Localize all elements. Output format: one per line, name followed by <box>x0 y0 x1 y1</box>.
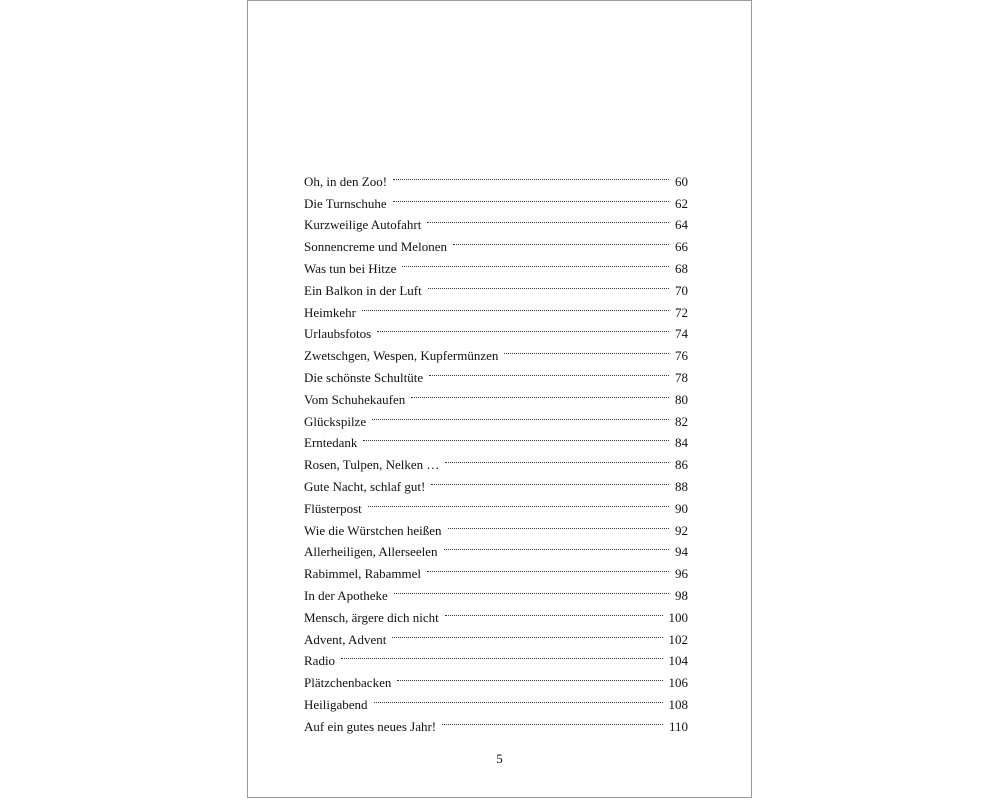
table-of-contents <box>304 164 688 734</box>
toc-dot-leader <box>427 360 671 382</box>
toc-entry-page: 90 <box>675 500 688 516</box>
toc-entry-page: 82 <box>675 413 688 429</box>
toc-dot-leader <box>392 578 671 600</box>
toc-entry-page: 64 <box>675 217 688 233</box>
toc-entry-page: 72 <box>675 304 688 320</box>
toc-entry-page: 68 <box>675 260 688 276</box>
toc-entry-page: 88 <box>675 478 688 494</box>
toc-entry-page: 70 <box>675 282 688 298</box>
toc-entry-title: Urlaubsfotos <box>304 326 372 342</box>
toc-dot-leader <box>440 709 665 731</box>
toc-entry-page: 110 <box>668 718 688 734</box>
toc-entry-page: 62 <box>675 195 688 211</box>
toc-entry-title: Kurzweilige Autofahrt <box>304 217 422 233</box>
toc-dot-leader <box>446 513 672 535</box>
toc-entry-page: 94 <box>675 544 688 560</box>
toc-dot-leader <box>425 556 671 578</box>
toc-dot-leader <box>442 535 671 557</box>
page-number: 5 <box>496 751 503 766</box>
document-page <box>247 0 752 798</box>
toc-dot-leader <box>390 622 664 644</box>
toc-entry-title: Flüsterpost <box>304 500 362 516</box>
toc-dot-leader <box>360 295 671 317</box>
toc-dot-leader <box>429 469 671 491</box>
toc-entry-title: Advent, Advent <box>304 631 387 647</box>
toc-dot-leader <box>370 404 671 426</box>
toc-entry-page: 60 <box>675 173 688 189</box>
toc-entry <box>304 317 688 342</box>
toc-entry-page: 86 <box>675 457 688 473</box>
toc-dot-leader <box>339 644 664 666</box>
toc-dot-leader <box>443 447 671 469</box>
toc-entry <box>304 665 688 691</box>
toc-entry-title: Heiligabend <box>304 696 368 712</box>
toc-entry-title: Radio <box>304 653 336 669</box>
toc-entry-title: Gute Nacht, schlaf gut! <box>304 478 426 494</box>
toc-dot-leader <box>502 338 671 360</box>
toc-dot-leader <box>451 229 671 251</box>
toc-entry-title: Rabimmel, Rabammel <box>304 566 421 582</box>
toc-dot-leader <box>361 426 671 448</box>
toc-dot-leader <box>426 273 671 295</box>
toc-entry <box>304 426 688 451</box>
toc-dot-leader <box>395 665 664 687</box>
toc-dot-leader <box>391 164 671 186</box>
toc-entry-page: 74 <box>675 326 688 342</box>
toc-dot-leader <box>366 491 671 513</box>
toc-entry <box>304 644 688 669</box>
toc-entry-page: 98 <box>675 587 688 603</box>
toc-dot-leader <box>409 382 671 404</box>
toc-entry-title: Allerheiligen, Allerseelen <box>304 544 438 560</box>
toc-dot-leader <box>391 186 671 208</box>
toc-entry-title: Die schönste Schultüte <box>304 369 424 385</box>
toc-entry <box>304 447 688 473</box>
toc-entry-page: 80 <box>675 391 688 407</box>
toc-entry-title: Wie die Würstchen heißen <box>304 522 442 538</box>
toc-dot-leader <box>372 687 665 709</box>
toc-entry-title: In der Apotheke <box>304 587 388 603</box>
toc-entry-title: Heimkehr <box>304 304 356 320</box>
toc-entry <box>304 164 688 189</box>
toc-entry-title: Vom Schuhekaufen <box>304 391 406 407</box>
toc-entry-page: 104 <box>668 653 688 669</box>
toc-dot-leader <box>443 600 665 622</box>
toc-entry <box>304 295 688 320</box>
toc-entry-title: Zwetschgen, Wespen, Kupfermünzen <box>304 348 499 364</box>
toc-entry-title: Sonnencreme und Melonen <box>304 239 447 255</box>
toc-entry-title: Was tun bei Hitze <box>304 260 397 276</box>
toc-entry-page: 102 <box>668 631 688 647</box>
toc-entry-page: 78 <box>675 369 688 385</box>
toc-entry-page: 84 <box>675 435 688 451</box>
toc-entry-page: 96 <box>675 566 688 582</box>
toc-entry-title: Erntedank <box>304 435 358 451</box>
toc-entry-title: Glückspilze <box>304 413 367 429</box>
toc-entry-page: 92 <box>675 522 688 538</box>
toc-entry-title: Ein Balkon in der Luft <box>304 282 422 298</box>
toc-entry-page: 106 <box>668 675 688 691</box>
toc-entry-title: Mensch, ärgere dich nicht <box>304 609 439 625</box>
toc-entry-title: Auf ein gutes neues Jahr! <box>304 718 437 734</box>
toc-entry-title: Rosen, Tulpen, Nelken … <box>304 457 440 473</box>
toc-entry-page: 100 <box>668 609 688 625</box>
toc-entry-page: 76 <box>675 348 688 364</box>
toc-dot-leader <box>400 251 671 273</box>
toc-dot-leader <box>425 208 671 230</box>
toc-dot-leader <box>375 317 671 339</box>
toc-entry-page: 66 <box>675 239 688 255</box>
toc-entry-title: Die Turnschuhe <box>304 195 387 211</box>
toc-entry-title: Oh, in den Zoo! <box>304 173 388 189</box>
toc-entry-title: Plätzchenbacken <box>304 675 392 691</box>
toc-entry-page: 108 <box>668 696 688 712</box>
